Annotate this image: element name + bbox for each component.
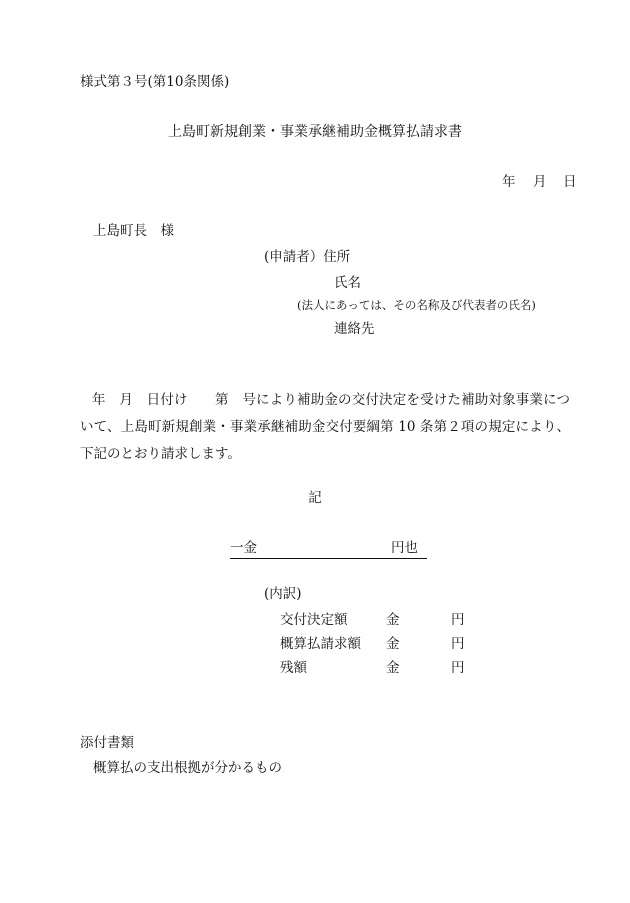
breakdown-kin: 金	[386, 612, 400, 628]
date-line	[502, 174, 577, 190]
breakdown-yen: 円	[451, 636, 465, 652]
request-body-text: 年 月 日付け 第 号により補助金の交付決定を受けた補助対象事業について、上島町新規創業・事業承継補助金交付要綱第 10 条第２項の規定により、下記のとおり請求します。	[80, 392, 570, 462]
applicant-address-label: (申請者）住所	[264, 249, 351, 265]
amount-suffix: 円也	[391, 540, 418, 556]
amount-line	[230, 540, 427, 559]
date-day: 日	[563, 174, 577, 190]
attachment-item: 概算払の支出根拠が分かるもの	[93, 760, 282, 776]
breakdown-label: 交付決定額	[280, 612, 348, 628]
breakdown-heading: (内訳)	[264, 586, 302, 602]
form-number: 様式第３号(第10条関係)	[80, 74, 230, 90]
breakdown-kin: 金	[386, 660, 400, 676]
addressee: 上島町長 様	[93, 223, 174, 239]
breakdown-label: 残額	[280, 660, 307, 676]
attachments-heading: 添付書類	[80, 735, 134, 751]
applicant-contact-label: 連絡先	[334, 321, 375, 337]
breakdown-yen: 円	[451, 612, 465, 628]
breakdown-kin: 金	[386, 636, 400, 652]
applicant-note: (法人にあっては、その名称及び代表者の氏名)	[297, 298, 536, 312]
breakdown-yen: 円	[451, 660, 465, 676]
amount-prefix: 一金	[230, 540, 257, 556]
date-month: 月	[533, 174, 547, 190]
applicant-name-label: 氏名	[334, 275, 361, 291]
ki-heading: 記	[308, 490, 322, 506]
breakdown-label: 概算払請求額	[280, 636, 361, 652]
document-title: 上島町新規創業・事業承継補助金概算払請求書	[168, 124, 462, 140]
date-year: 年	[502, 174, 516, 190]
